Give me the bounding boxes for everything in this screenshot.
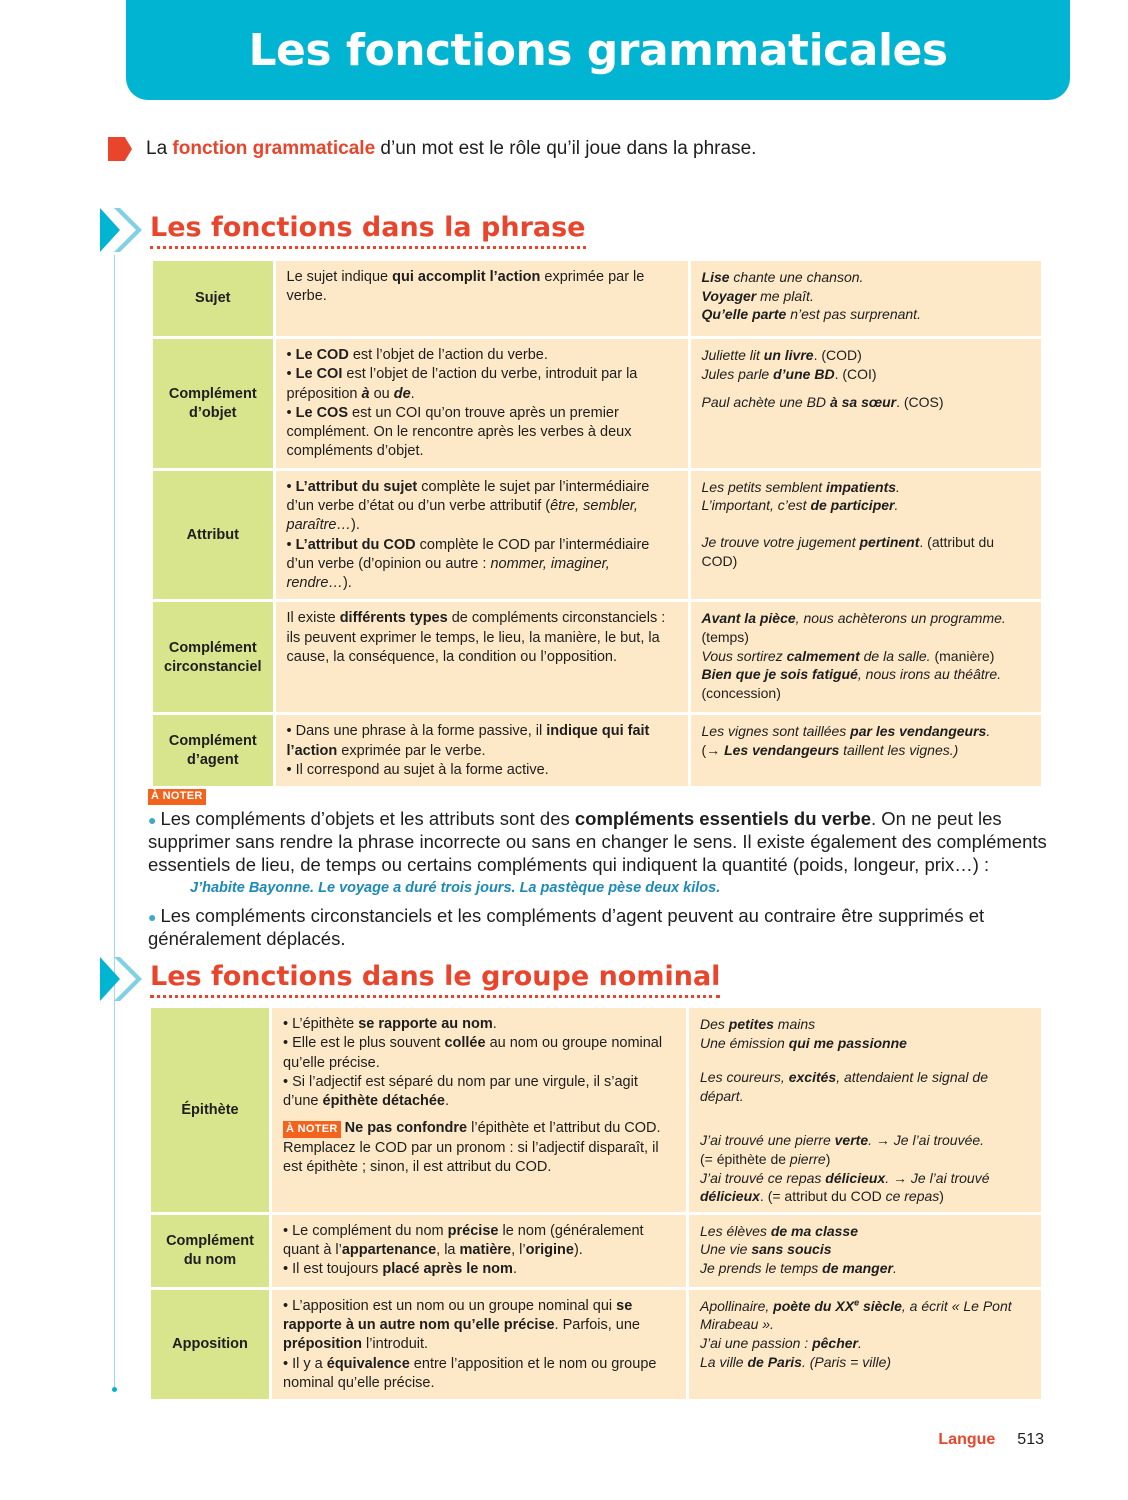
footer-section-label: Langue	[938, 1431, 996, 1448]
row-examples: Des petites mains Une émission qui me passionne Les coureurs, excités, attendaient le signal de départ. J’ai trouvé une pierre verte. → Je l’ai trouvée. (= épithète de pierre) J’ai trouvé ce repas délicieux. → Je l’ai trouvé délicieux. (= attribut du COD ce repas)	[689, 1008, 1041, 1212]
table-row	[153, 471, 1041, 600]
row-description: Il existe différents types de compléments circonstanciels : ils peuvent exprimer le temps, le lieu, la manière, le but, la cause, la conséquence, la condition ou l’opposition.	[276, 602, 688, 712]
table-row	[151, 1290, 1041, 1399]
row-examples: Les petits semblent impatients. L’important, c’est de participer. Je trouve votre jugement pertinent. (attribut du COD)	[691, 471, 1041, 600]
row-description: • Dans une phrase à la forme passive, il indique qui fait l’action exprimée par le verbe. • Il correspond au sujet à la forme active.	[276, 715, 688, 786]
row-label: Attribut	[153, 471, 273, 600]
bullet-icon: ●	[148, 811, 157, 828]
row-examples: Les vignes sont taillées par les vendangeurs. (→ Les vendangeurs taillent les vignes.)	[691, 715, 1041, 786]
arrow-marker-icon	[108, 137, 132, 161]
double-chevron-icon	[98, 955, 146, 1003]
row-examples: Lise chante une chanson. Voyager me plaît. Qu’elle parte n’est pas surprenant.	[691, 261, 1041, 336]
note-paragraph-1: ● Les compléments d’objets et les attributs sont des compléments essentiels du verbe. On ne peut les supprimer sans rendre la phrase incorrecte ou sans en changer le sens. Il existe également des compléments essentiels de lieu, de temps ou certains compléments qui indiquent la quantité (poids, longeur, prix…) : J’habite Bayonne. Le voyage a duré trois jours. La pastèque pèse deux kilos.	[148, 807, 1047, 896]
row-description: • Le complément du nom précise le nom (généralement quant à l’appartenance, la matière, l’origine). • Il est toujours placé après le nom.	[272, 1215, 686, 1287]
row-label: Complément du nom	[151, 1215, 269, 1287]
table-phrase-functions	[150, 258, 1044, 789]
row-description: • L’apposition est un nom ou un groupe nominal qui se rapporte à un autre nom qu’elle précise. Parfois, une préposition l’introduit. • Il y a équivalence entre l’apposition et le nom ou groupe nominal qu’elle précise.	[272, 1290, 686, 1399]
section-title-phrase: Les fonctions dans la phrase	[150, 212, 586, 249]
table-row	[151, 1008, 1041, 1212]
intro-line	[108, 137, 756, 161]
note-paragraph-2: ● Les compléments circonstanciels et les compléments d’agent peuvent au contraire être supprimés et généralement déplacés.	[148, 905, 985, 950]
double-chevron-icon	[98, 206, 146, 254]
row-examples: Apollinaire, poète du XXe siècle, a écrit « Le Pont Mirabeau ». J’ai une passion : pêcher. La ville de Paris. (Paris = ville)	[689, 1290, 1041, 1399]
bullet-icon: ●	[148, 909, 157, 926]
table-row	[153, 715, 1041, 786]
row-label: Complément d’agent	[153, 715, 273, 786]
note-example: J’habite Bayonne. Le voyage a duré trois jours. La pastèque pèse deux kilos.	[190, 879, 721, 896]
note-badge: À NOTER	[283, 1121, 341, 1138]
note-badge: À NOTER	[148, 789, 206, 805]
table-row	[151, 1215, 1041, 1287]
row-examples: Avant la pièce, nous achèterons un programme. (temps) Vous sortirez calmement de la salle. (manière) Bien que je sois fatigué, nous irons au théâtre. (concession)	[691, 602, 1041, 712]
note-block	[148, 781, 1048, 951]
table-row	[153, 261, 1041, 336]
table-row	[153, 602, 1041, 712]
row-label: Apposition	[151, 1290, 269, 1399]
row-label: Sujet	[153, 261, 273, 336]
page-title: Les fonctions grammaticales	[248, 24, 948, 76]
intro-text: La fonction grammaticale d’un mot est le rôle qu’il joue dans la phrase.	[146, 138, 757, 159]
table-row	[153, 339, 1041, 468]
table-nominal-functions	[148, 1005, 1044, 1402]
page-number: 513	[1017, 1431, 1044, 1448]
row-description: Le sujet indique qui accomplit l’action exprimée par le verbe.	[276, 261, 688, 336]
title-banner	[126, 0, 1070, 100]
section-guide-line	[114, 255, 115, 1390]
row-examples: Juliette lit un livre. (COD) Jules parle d’une BD. (COI) Paul achète une BD à sa sœur. (COS)	[691, 339, 1041, 468]
row-label: Complément circonstanciel	[153, 602, 273, 712]
guide-line-end-dot	[112, 1387, 117, 1392]
row-label: Épithète	[151, 1008, 269, 1212]
row-examples: Les élèves de ma classe Une vie sans soucis Je prends le temps de manger.	[689, 1215, 1041, 1287]
row-description: • L’épithète se rapporte au nom. • Elle est le plus souvent collée au nom ou groupe nominal qu’elle précise. • Si l’adjectif est séparé du nom par une virgule, il s’agit d’une épithète détachée. À NOTER Ne pas confondre l’épithète et l’attribut du COD. Remplacez le COD par un pronom : si l’adjectif disparaît, il est épithète ; sinon, il est attribut du COD.	[272, 1008, 686, 1212]
section-title-nominal: Les fonctions dans le groupe nominal	[150, 961, 720, 998]
row-label: Complément d’objet	[153, 339, 273, 468]
page-footer	[938, 1431, 1044, 1449]
row-description: • Le COD est l’objet de l’action du verbe. • Le COI est l’objet de l’action du verbe, introduit par la préposition à ou de. • Le COS est un COI qu’on trouve après un premier complément. On le rencontre après les verbes à deux compléments d’objet.	[276, 339, 688, 468]
row-description: • L’attribut du sujet complète le sujet par l’intermédiaire d’un verbe d’état ou d’un verbe attributif (être, sembler, paraître…). • L’attribut du COD complète le COD par l’intermédiaire d’un verbe (d’opinion ou autre : nommer, imaginer, rendre…).	[276, 471, 688, 600]
